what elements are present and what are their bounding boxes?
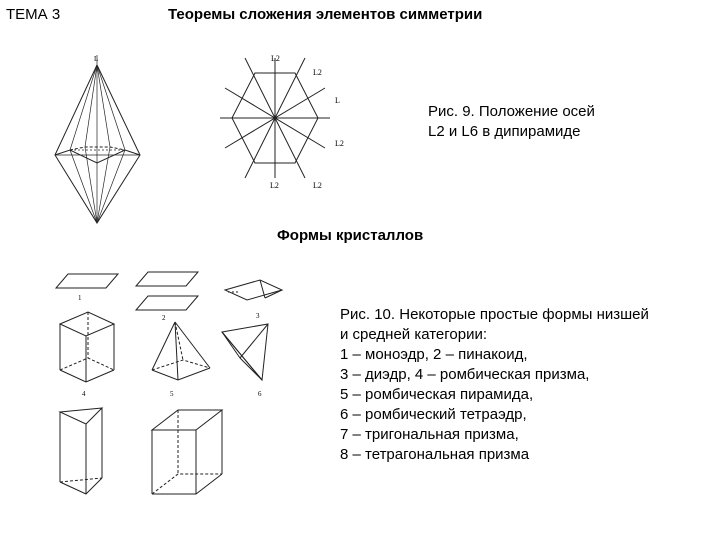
section-heading: Формы кристаллов [277,227,424,244]
svg-text:L: L [94,55,99,63]
caption-line: 1 – моноэдр, 2 – пинакоид, [340,346,528,363]
topic-label: ТЕМА 3 [6,6,61,23]
form-number: 1 [78,294,82,302]
page-title: Теоремы сложения элементов симметрии [168,6,483,23]
axis-label: L2 [270,181,279,190]
caption-line: и средней категории: [340,326,488,343]
dipyramid-illustration [50,55,150,230]
caption-line: Рис. 10. Некоторые простые формы низшей [340,306,649,323]
hexagon-axes-illustration [200,48,350,198]
axis-label: L2 [313,68,322,77]
figure-9-caption [428,102,595,142]
axis-label: L2 [271,54,280,63]
axis-label: L [335,96,340,105]
caption-line: Рис. 9. Положение осей [428,103,595,120]
form-number: 6 [258,390,262,398]
caption-line: 6 – ромбический тетраэдр, [340,406,527,423]
caption-line: 8 – тетрагональная призма [340,446,530,463]
caption-line: L2 и L6 в дипирамиде [428,123,581,140]
form-number: 3 [256,312,260,320]
form-number: 5 [170,390,174,398]
caption-line: 3 – диэдр, 4 – ромбическая призма, [340,366,590,383]
figure-10-caption [340,305,649,465]
axis-label: L2 [313,181,322,190]
form-number: 4 [82,390,86,398]
form-number: 2 [162,314,166,322]
axis-label: L2 [335,139,344,148]
caption-line: 7 – тригональная призма, [340,426,519,443]
crystal-forms-illustration [50,262,330,507]
caption-line: 5 – ромбическая пирамида, [340,386,534,403]
